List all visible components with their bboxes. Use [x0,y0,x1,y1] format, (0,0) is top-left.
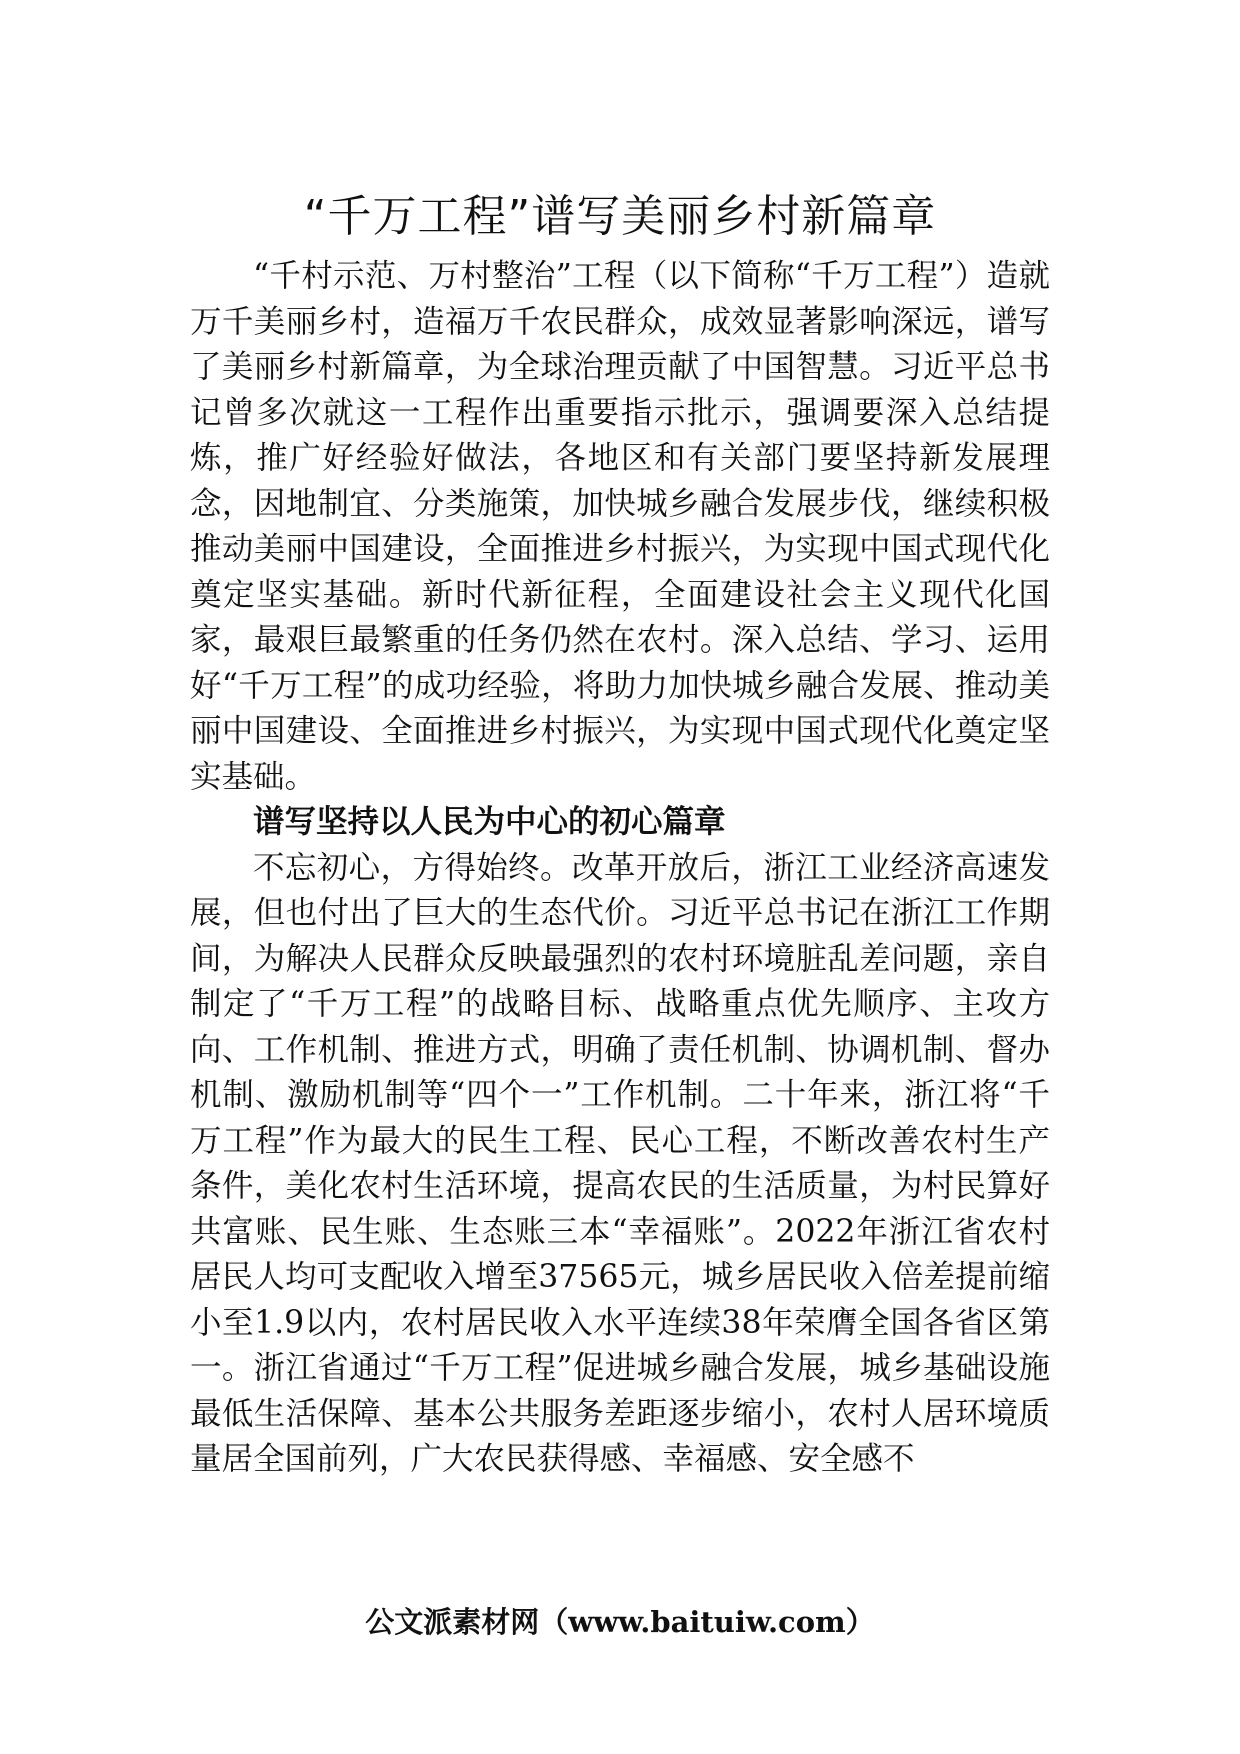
section-heading: 谱写坚持以人民为中心的初心篇章 [253,804,726,840]
section-paragraph: 不忘初心，方得始终。改革开放后，浙江工业经济高速发展，但也付出了巨大的生态代价。习近平总书记在浙江工作期间，为解决人民群众反映最强烈的农村环境脏乱差问题，亲自制定了“千万工程”的战略目标、战略重点优先顺序、主攻方向、工作机制、推进方式，明确了责任机制、协调机制、督办机制、激励机制等“四个一”工作机制。二十年来，浙江将“千万工程”作为最大的民生工程、民心工程，不断改善农村生产条件，美化农村生活环境，提高农民的生活质量，为村民算好共富账、民生账、生态账三本“幸福账”。2022年浙江省农村居民人均可支配收入增至37565元，城乡居民收入倍差提前缩小至1.9以内，农村居民收入水平连续38年荣膺全国各省区第一。浙江省通过“千万工程”促进城乡融合发展，城乡基础设施最低生活保障、基本公共服务差距逐步缩小，农村人居环境质量居全国前列，广大农民获得感、幸福感、安全感不 [190,849,1050,1477]
document-page [190,186,1050,1483]
intro-paragraph: “千村示范、万村整治”工程（以下简称“千万工程”）造就万千美丽乡村，造福万千农民群众，成效显著影响深远，谱写了美丽乡村新篇章，为全球治理贡献了中国智慧。习近平总书记曾多次就这一工程作出重要指示批示，强调要深入总结提炼，推广好经验好做法，各地区和有关部门要坚持新发展理念，因地制宜、分类施策，加快城乡融合发展步伐，继续积极推动美丽中国建设，全面推进乡村振兴，为实现中国式现代化奠定坚实基础。新时代新征程，全面建设社会主义现代化国家，最艰巨最繁重的任务仍然在农村。深入总结、学习、运用好“千万工程”的成功经验，将助力加快城乡融合发展、推动美丽中国建设、全面推进乡村振兴，为实现中国式现代化奠定坚实基础。 [190,258,1050,795]
document-title: “千万工程”谱写美丽乡村新篇章 [303,191,937,242]
footer-watermark: 公文派素材网（www.baituiw.com） [365,1605,875,1639]
